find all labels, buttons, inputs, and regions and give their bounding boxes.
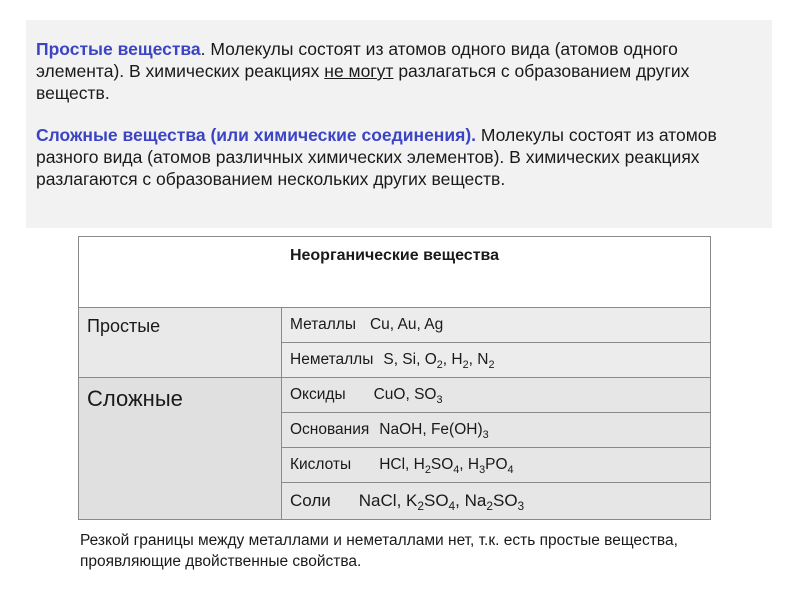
salts-formula: NaCl, $K_2SO_4$, $Na_2SO_3$ (358, 491, 525, 513)
oxides-label: Оксиды (290, 386, 346, 403)
simple-category: Простые (79, 308, 282, 378)
metals-label: Металлы (290, 316, 356, 333)
salts-cell (282, 483, 711, 520)
complex-definition-text: Молекулы состоят из атомов разного вида (атомов различных химических элементов). В химических реакциях разлагаются с образованием нескольких других веществ. (36, 125, 717, 189)
definitions-block (26, 20, 772, 228)
metals-formula: Cu, Au, Ag (369, 316, 444, 333)
complex-substances-term: Сложные вещества (или химические соединения). (36, 125, 477, 145)
complex-category: Сложные (79, 378, 282, 520)
simple-substances-definition (36, 38, 762, 104)
nonmetals-label: Неметаллы (290, 351, 374, 368)
acids-formula: HCl, $H_2SO_4$, $H_3PO_4$ (379, 456, 514, 476)
acids-cell (282, 448, 711, 483)
oxides-cell (282, 378, 711, 413)
nonmetals-formula: S, Si, $O_2$, $H_2$, $N_2$ (383, 351, 495, 371)
nonmetals-cell (282, 343, 711, 378)
table-row (79, 378, 711, 413)
footnote: Резкой границы между металлами и неметаллами нет, т.к. есть простые вещества, проявляющие двойственные свойства. (80, 532, 678, 570)
bases-label: Основания (290, 421, 370, 438)
metals-cell (282, 308, 711, 343)
simple-substances-term: Простые вещества (36, 39, 201, 59)
inorganic-substances-table (78, 236, 711, 520)
salts-label: Соли (290, 491, 331, 510)
definition-text-end: разлагаться с образованием других веществ. (36, 61, 690, 103)
acids-label: Кислоты (290, 456, 352, 473)
bases-formula: NaOH, $Fe(OH)_3$ (379, 421, 489, 441)
table-title: Неорганические вещества (79, 237, 711, 308)
definition-text: . Молекулы состоят из атомов одного вида (атомов одного элемента). В химических реакциях (36, 39, 678, 81)
oxides-formula: CuO, $SO_3$ (373, 386, 443, 406)
cannot-underlined: не могут (324, 61, 394, 81)
table-row (79, 308, 711, 343)
bases-cell (282, 413, 711, 448)
table-header-row (79, 237, 711, 308)
complex-substances-definition (36, 124, 762, 190)
